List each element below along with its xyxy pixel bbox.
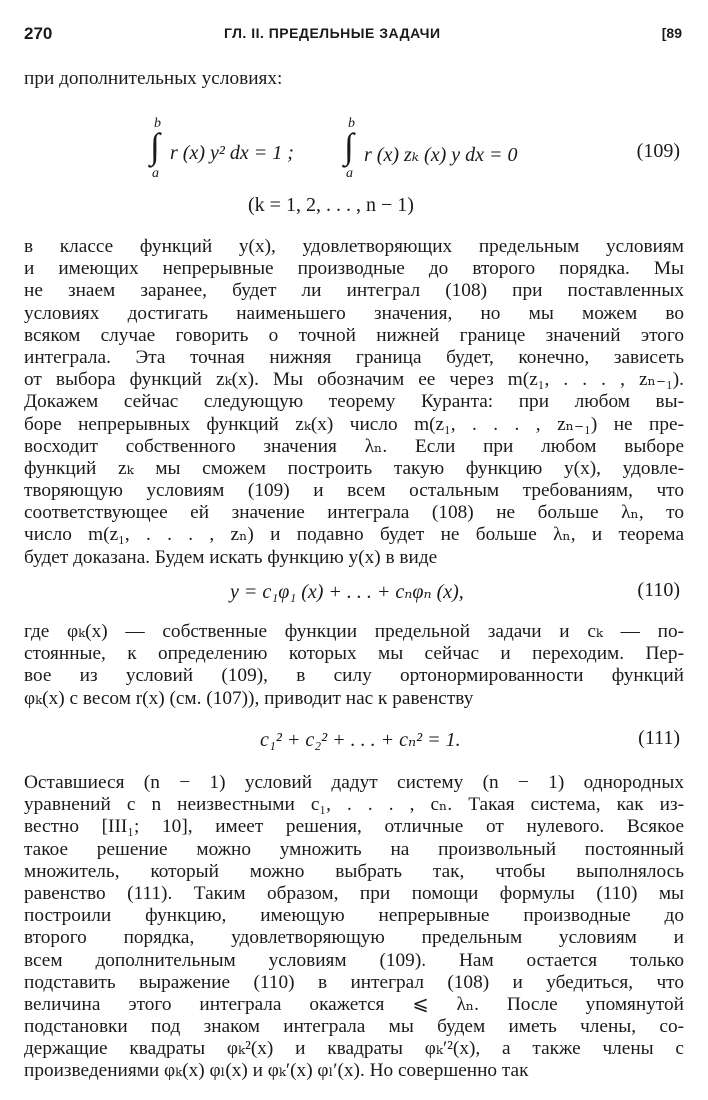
text-line: соответствующее ей значение интеграла (108) не больше λₙ, то bbox=[24, 502, 684, 524]
equation-111 bbox=[24, 725, 684, 755]
book-page bbox=[24, 18, 684, 1082]
paragraph-2 bbox=[24, 236, 684, 569]
upper-limit: b bbox=[154, 116, 161, 131]
text-line: боре непрерывных функций zₖ(x) число m(z₁, . . . , zₙ₋₁) не пре- bbox=[24, 413, 684, 435]
page-number: 270 bbox=[24, 24, 53, 43]
paragraph-4 bbox=[24, 772, 684, 1083]
text-line: всяком случае говорить о точной нижней границе значений этого bbox=[24, 324, 684, 346]
text-line: интеграла. Эта точная нижняя граница будет, конечно, зависеть bbox=[24, 346, 684, 368]
text-line: функций zₖ мы сможем построить такую функцию y(x), удовле- bbox=[24, 457, 684, 479]
text-line: держащие квадраты φₖ²(x) и квадраты φₖ′²(x), а также члены с bbox=[24, 1038, 684, 1060]
text-line: при дополнительных условиях: bbox=[24, 68, 283, 89]
text-line: множитель, который можно выбрать так, чтобы выполнялось bbox=[24, 860, 684, 882]
text-line: от выбора функций zₖ(x). Мы обозначим ее через m(z₁, . . . , zₙ₋₁). bbox=[24, 369, 684, 391]
text-line: всем дополнительным условиям (109). Нам остается только bbox=[24, 949, 684, 971]
text-line: величина этого интеграла окажется ⩽ λₙ. После упомянутой bbox=[24, 993, 684, 1015]
page-header bbox=[24, 18, 684, 48]
integral-sign bbox=[344, 116, 362, 181]
running-title: ГЛ. II. ПРЕДЕЛЬНЫЕ ЗАДАЧИ bbox=[224, 25, 441, 41]
text-line: условиях достигать наименьшего значения, но мы можем во bbox=[24, 302, 684, 324]
text-line: творяющую условиям (109) и всем остальным требованиям, что bbox=[24, 480, 684, 502]
integral-glyph: ∫ bbox=[150, 126, 160, 166]
equation-number: (109) bbox=[636, 140, 680, 162]
text-line: произведениями φₖ(x) φₗ(x) и φₖ′(x) φₗ′(x). Но совершенно так bbox=[24, 1060, 529, 1082]
text-line: вестно [III₁; 10], имеет решения, отличные от нулевого. Всякое bbox=[24, 816, 684, 838]
text-line: стоянные, к определению которых мы сейчас и переходим. Пер- bbox=[24, 643, 684, 665]
text-line: уравнений с n неизвестными c₁, . . . , cₙ. Такая система, как из- bbox=[24, 794, 684, 816]
equation-110 bbox=[24, 579, 684, 607]
section-number: [89 bbox=[661, 25, 682, 41]
equation-109 bbox=[24, 118, 684, 228]
text-line: подстановки под знаком интеграла мы будем иметь члены, со- bbox=[24, 1016, 684, 1038]
text-line: где φₖ(x) — собственные функции предельной задачи и cₖ — по- bbox=[24, 621, 684, 642]
text-line: Оставшиеся (n − 1) условий дадут систему (n − 1) однородных bbox=[24, 772, 684, 793]
equation-number: (111) bbox=[638, 727, 680, 749]
intro-line bbox=[24, 68, 684, 90]
text-line: число m(z₁, . . . , zₙ) и подавно будет не больше λₙ, и теорема bbox=[24, 524, 684, 546]
text-line: Докажем сейчас следующую теорему Куранта: при любом вы- bbox=[24, 391, 684, 413]
formula: c₁² + c₂² + . . . + cₙ² = 1. bbox=[260, 729, 461, 751]
text-line: подставить выражение (110) в интеграл (108) и убедиться, что bbox=[24, 971, 684, 993]
text-line: построили функцию, имеющую непрерывные производные до bbox=[24, 905, 684, 927]
integrand-2: r (x) zₖ (x) y dx = 0 bbox=[364, 144, 518, 166]
text-line: φₖ(x) с весом r(x) (см. (107)), приводит нас к равенству bbox=[24, 687, 474, 709]
integral-sign bbox=[150, 116, 168, 181]
text-line: восходит собственного значения λₙ. Если при любом выборе bbox=[24, 435, 684, 457]
index-range: (k = 1, 2, . . . , n − 1) bbox=[248, 194, 414, 216]
text-line: второго порядка, удовлетворяющую предельным условиям и bbox=[24, 927, 684, 949]
text-line: равенство (111). Таким образом, при помощи формулы (110) мы bbox=[24, 882, 684, 904]
equation-number: (110) bbox=[637, 579, 680, 601]
text-line: не знаем заранее, будет ли интеграл (108) при поставленных bbox=[24, 280, 684, 302]
lower-limit: a bbox=[346, 166, 353, 181]
upper-limit: b bbox=[348, 116, 355, 131]
integral-glyph: ∫ bbox=[344, 126, 354, 166]
formula: y = c₁φ₁ (x) + . . . + cₙφₙ (x), bbox=[230, 581, 464, 603]
paragraph-3 bbox=[24, 621, 684, 710]
text-line: в классе функций y(x), удовлетворяющих предельным условиям bbox=[24, 236, 684, 257]
text-line: будет доказана. Будем искать функцию y(x) в виде bbox=[24, 546, 438, 568]
text-line: и имеющих непрерывные производные до второго порядка. Мы bbox=[24, 258, 684, 280]
text-line: такое решение можно умножить на произвольный постоянный bbox=[24, 838, 684, 860]
lower-limit: a bbox=[152, 166, 159, 181]
text-line: вое из условий (109), в силу ортонормированности функций bbox=[24, 665, 684, 687]
integrand-1: r (x) y² dx = 1 ; bbox=[170, 142, 294, 164]
